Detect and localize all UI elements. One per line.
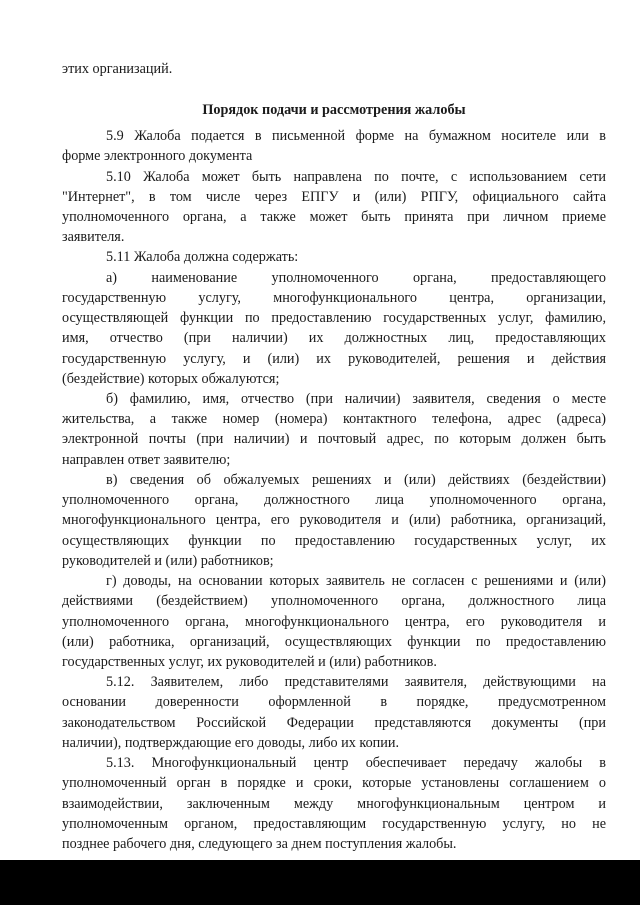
section-heading: Порядок подачи и рассмотрения жалобы <box>202 101 466 118</box>
text-line: форме электронного документа <box>62 148 253 165</box>
text-line: 5.12. Заявителем, либо представителями заявителя, действующими на <box>106 674 606 691</box>
text-line: осуществляющей функции по предоставлению государственных услуг, фамилию, <box>62 310 606 327</box>
text-line: действиями (бездействием) уполномоченного органа, должностного лица <box>62 593 606 610</box>
text-line: взаимодействии, заключенным между многофункциональным центром и <box>62 795 606 812</box>
text-line: жительства, а также номер (номера) контактного телефона, адрес (адреса) <box>62 411 606 428</box>
text-line: 5.10 Жалоба может быть направлена по почте, с использованием сети <box>106 168 606 185</box>
text-line: наличии), подтверждающие его доводы, либо их копии. <box>62 734 400 751</box>
text-line: уполномоченным органом, предоставляющим государственную услугу, но не <box>62 815 606 832</box>
scan-bottom-edge <box>0 860 640 905</box>
text-line: позднее рабочего дня, следующего за днем поступления жалобы. <box>62 836 457 852</box>
text-line: государственных услуг, их руководителей и (или) работников. <box>62 653 437 670</box>
text-line: 5.11 Жалоба должна содержать: <box>106 249 299 266</box>
text-line: уполномоченного органа, должностного лица уполномоченного органа, <box>62 492 606 509</box>
text-line: уполномоченного органа, а также может быть принята при личном приеме <box>62 208 606 225</box>
text-line: заявителя. <box>62 229 125 246</box>
text-line: электронной почты (при наличии) и почтовый адрес, по которым должен быть <box>62 431 606 448</box>
text-line: направлен ответ заявителю; <box>62 451 231 468</box>
text-line: уполномоченный орган в порядке и сроки, которые установлены соглашением о <box>62 775 606 792</box>
text-line: в) сведения об обжалуемых решениях и (или) действиях (бездействии) <box>106 471 606 488</box>
text-line: б) фамилию, имя, отчество (при наличии) заявителя, сведения о месте <box>106 391 606 407</box>
text-line: государственную услугу, многофункционального центра, организации, <box>62 289 606 306</box>
intro-line: этих организаций. <box>62 61 173 77</box>
text-line: основании доверенности оформленной в порядке, предусмотренном <box>62 694 606 711</box>
text-line: г) доводы, на основании которых заявитель не согласен с решениями и (или) <box>106 573 606 589</box>
text-line: (бездействие) которых обжалуются; <box>62 370 280 387</box>
text-line: "Интернет", в том числе через ЕПГУ и (или) РПГУ, официального сайта <box>62 188 606 205</box>
text-line: руководителей и (или) работников; <box>62 552 274 569</box>
text-line: осуществляющих функции по предоставлению государственных услуг, их <box>62 532 606 549</box>
text-line: 5.9 Жалоба подается в письменной форме на бумажном носителе или в <box>106 128 606 144</box>
text-line: 5.13. Многофункциональный центр обеспечивает передачу жалобы в <box>106 755 606 772</box>
text-line: законодательством Российской Федерации представляются документы (при <box>62 714 606 731</box>
text-line: а) наименование уполномоченного органа, предоставляющего <box>106 269 606 286</box>
text-line: уполномоченного органа, многофункционального центра, его руководителя и <box>62 613 606 630</box>
text-line: (или) работника, организаций, осуществляющих функции по предоставлению <box>62 633 606 650</box>
text-line: имя, отчество (при наличии) их должностных лиц, предоставляющих <box>62 330 606 347</box>
text-line: государственную услугу, и (или) их руководителей, решения и действия <box>62 350 606 367</box>
text-line: многофункционального центра, его руководителя и (или) работника, организаций, <box>62 512 606 529</box>
